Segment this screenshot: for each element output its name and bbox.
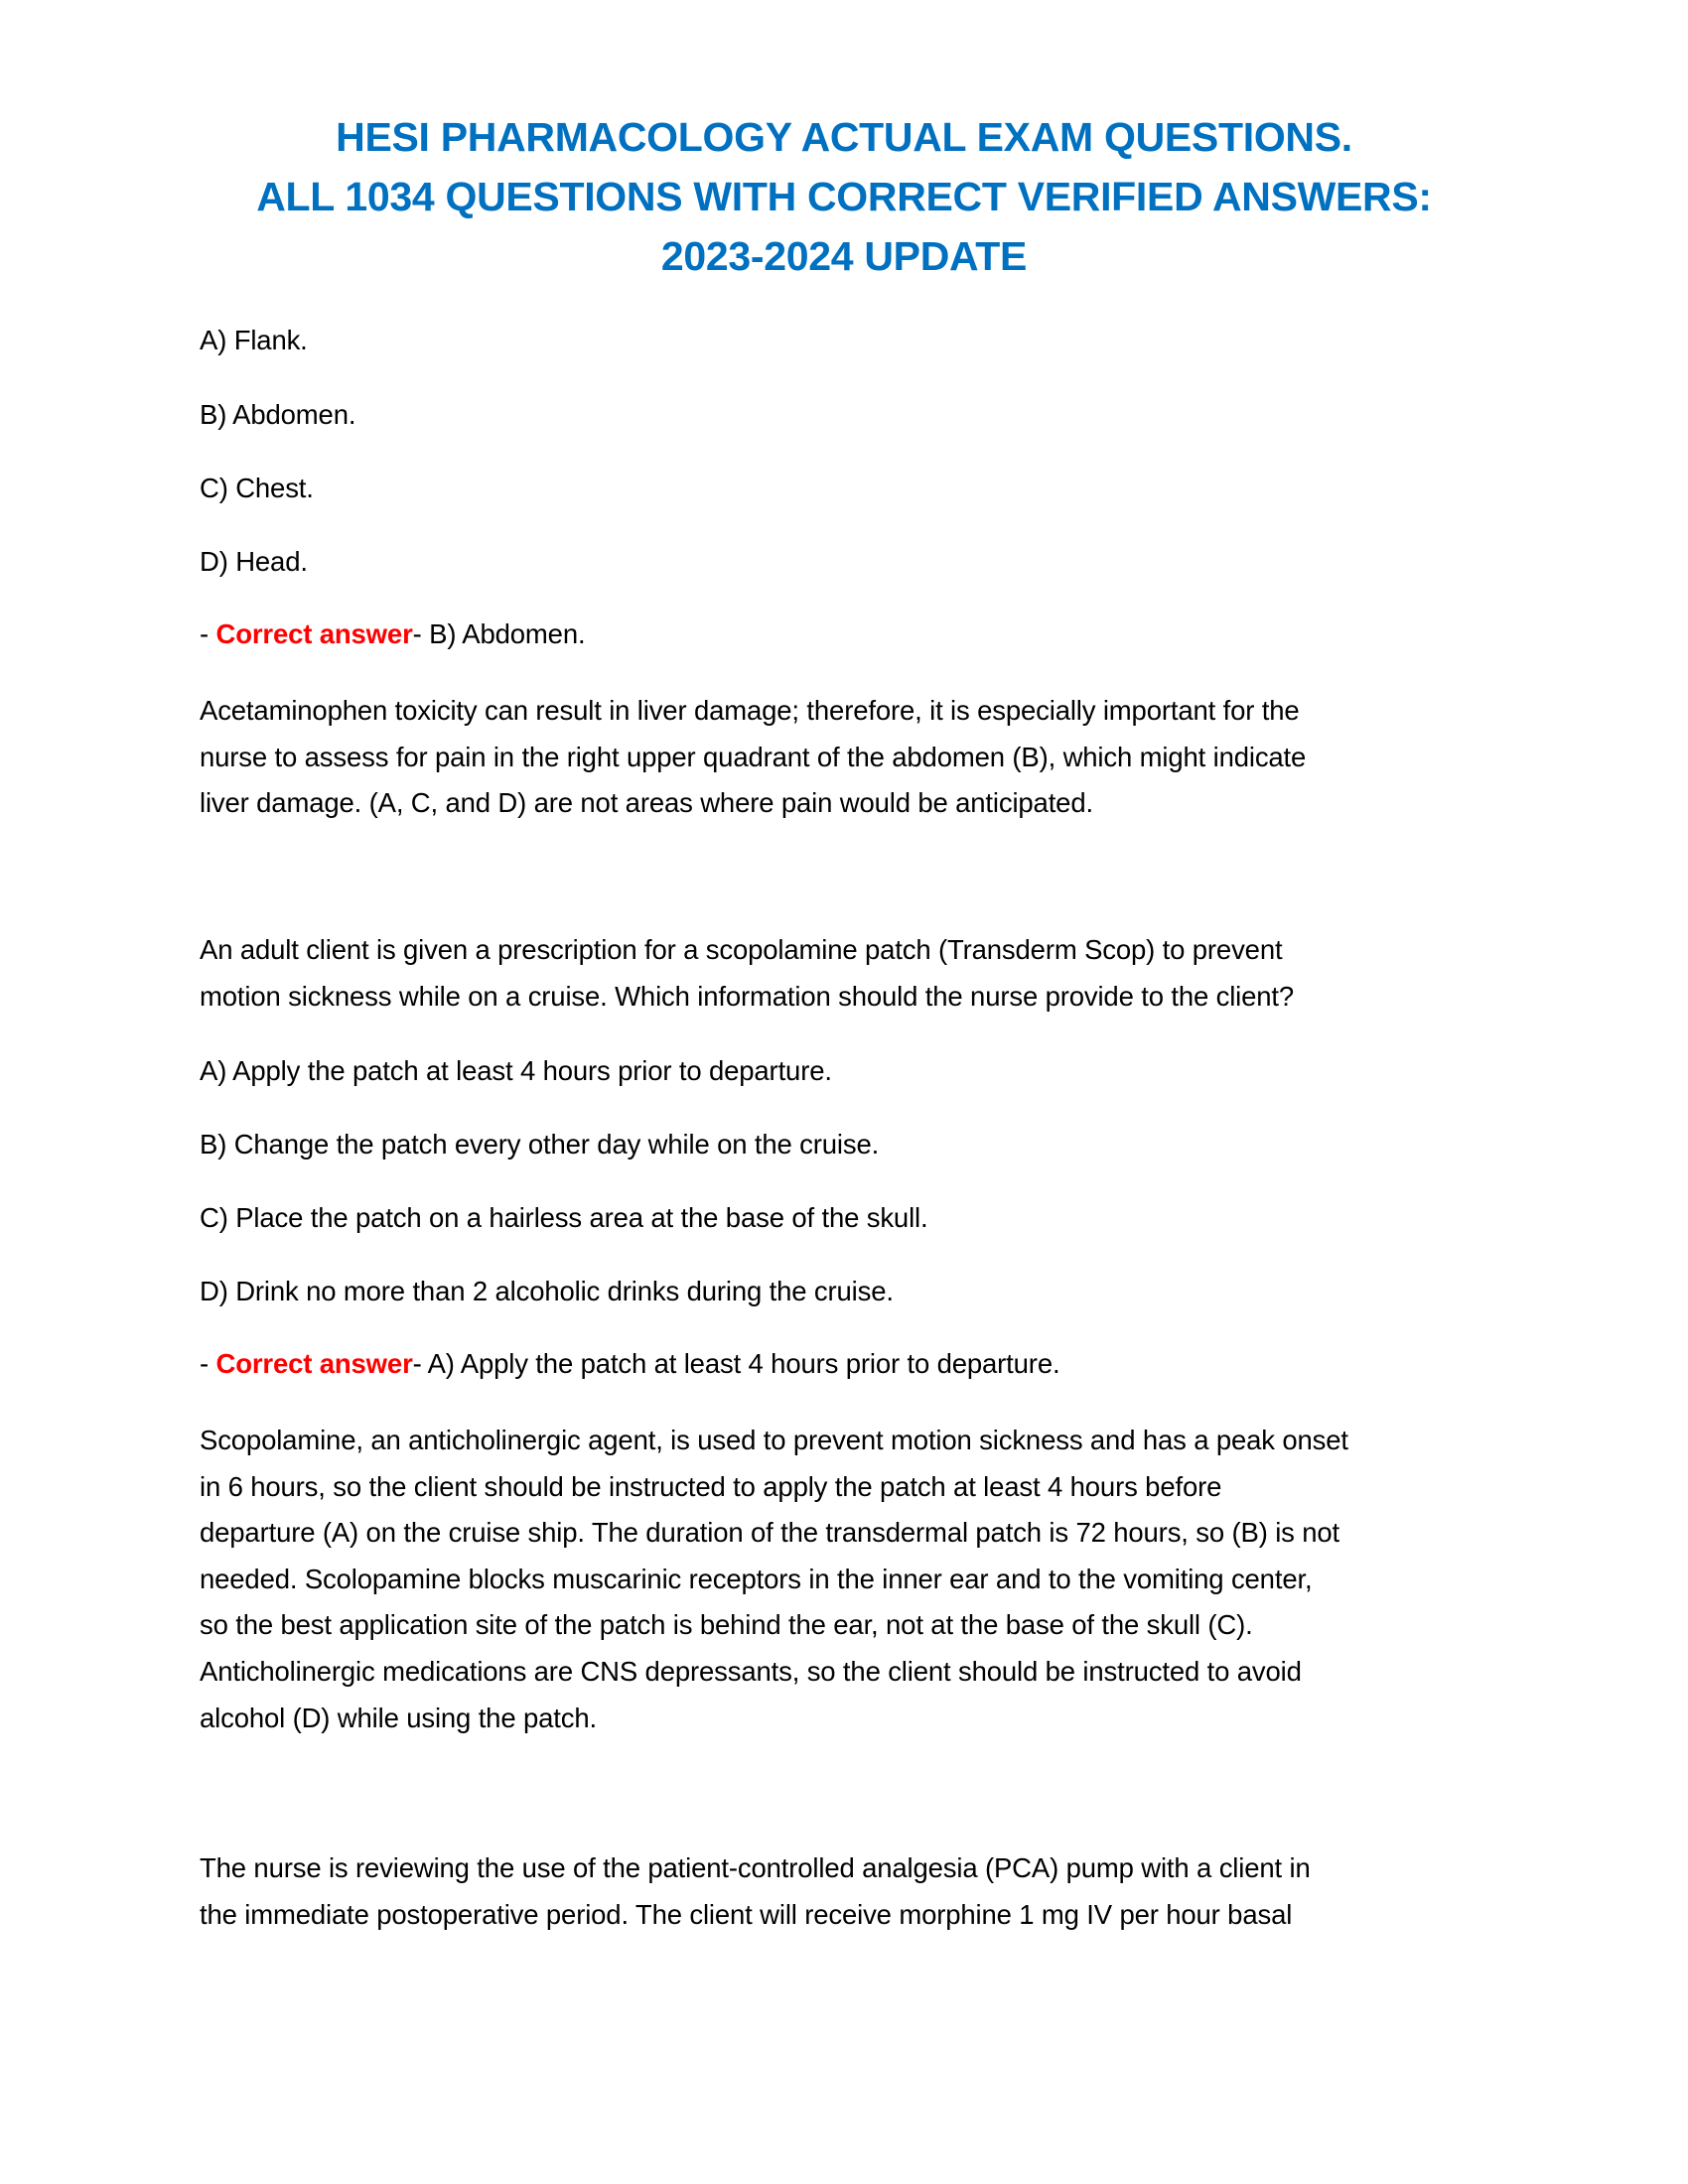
rationale-line: so the best application site of the patch is behind the ear, not at the base of the skull (C). xyxy=(200,1609,1253,1641)
rationale-line: alcohol (D) while using the patch. xyxy=(200,1702,597,1733)
q2-stem xyxy=(200,927,1490,1020)
rationale-line: Acetaminophen toxicity can result in liver damage; therefore, it is especially important for the xyxy=(200,695,1300,726)
q2-correct-answer xyxy=(200,1341,1490,1388)
q1-rationale xyxy=(200,688,1490,827)
answer-value: - B) Abdomen. xyxy=(412,618,586,649)
q3-stem xyxy=(200,1845,1490,1938)
title-line-2: ALL 1034 QUESTIONS WITH CORRECT VERIFIED ANSWERS: xyxy=(256,174,1432,219)
q1-correct-answer xyxy=(200,612,1490,658)
rationale-line: Anticholinergic medications are CNS depressants, so the client should be instructed to avoid xyxy=(200,1655,1302,1687)
rationale-line: needed. Scolopamine blocks muscarinic receptors in the inner ear and to the vomiting center, xyxy=(200,1563,1313,1594)
title-line-3: 2023-2024 UPDATE xyxy=(660,233,1028,279)
q1-option-b: B) Abdomen. xyxy=(200,399,356,430)
q2-rationale xyxy=(200,1418,1490,1741)
q1-option-c: C) Chest. xyxy=(200,473,314,503)
stem-line: The nurse is reviewing the use of the patient-controlled analgesia (PCA) pump with a client in xyxy=(200,1852,1311,1883)
title-line-1: HESI PHARMACOLOGY ACTUAL EXAM QUESTIONS. xyxy=(336,114,1352,160)
q2-option-b: B) Change the patch every other day while on the cruise. xyxy=(200,1129,880,1160)
q1-option-d: D) Head. xyxy=(200,546,308,577)
rationale-line: departure (A) on the cruise ship. The duration of the transdermal patch is 72 hours, so (B) is not xyxy=(200,1517,1340,1549)
correct-answer-label: Correct answer xyxy=(215,618,413,649)
stem-line: motion sickness while on a cruise. Which information should the nurse provide to the client? xyxy=(200,980,1295,1012)
correct-answer-label: Correct answer xyxy=(215,1348,413,1379)
stem-line: the immediate postoperative period. The client will receive morphine 1 mg IV per hour basal xyxy=(200,1898,1293,1930)
q1-option-a: A) Flank. xyxy=(200,325,308,355)
answer-value: - A) Apply the patch at least 4 hours prior to departure. xyxy=(412,1348,1060,1379)
answer-prefix: - xyxy=(200,618,216,649)
q2-option-d: D) Drink no more than 2 alcoholic drinks during the cruise. xyxy=(200,1276,894,1306)
rationale-line: Scopolamine, an anticholinergic agent, is used to prevent motion sickness and has a peak onset xyxy=(200,1425,1348,1455)
answer-prefix: - xyxy=(200,1348,216,1379)
document-title xyxy=(0,107,1688,286)
stem-line: An adult client is given a prescription for a scopolamine patch (Transderm Scop) to prevent xyxy=(200,934,1283,965)
q2-option-c: C) Place the patch on a hairless area at the base of the skull. xyxy=(200,1202,928,1233)
rationale-line: liver damage. (A, C, and D) are not areas where pain would be anticipated. xyxy=(200,787,1093,819)
rationale-line: nurse to assess for pain in the right upper quadrant of the abdomen (B), which might indicate xyxy=(200,741,1307,772)
q2-option-a: A) Apply the patch at least 4 hours prior to departure. xyxy=(200,1055,832,1086)
rationale-line: in 6 hours, so the client should be instructed to apply the patch at least 4 hours before xyxy=(200,1470,1222,1502)
